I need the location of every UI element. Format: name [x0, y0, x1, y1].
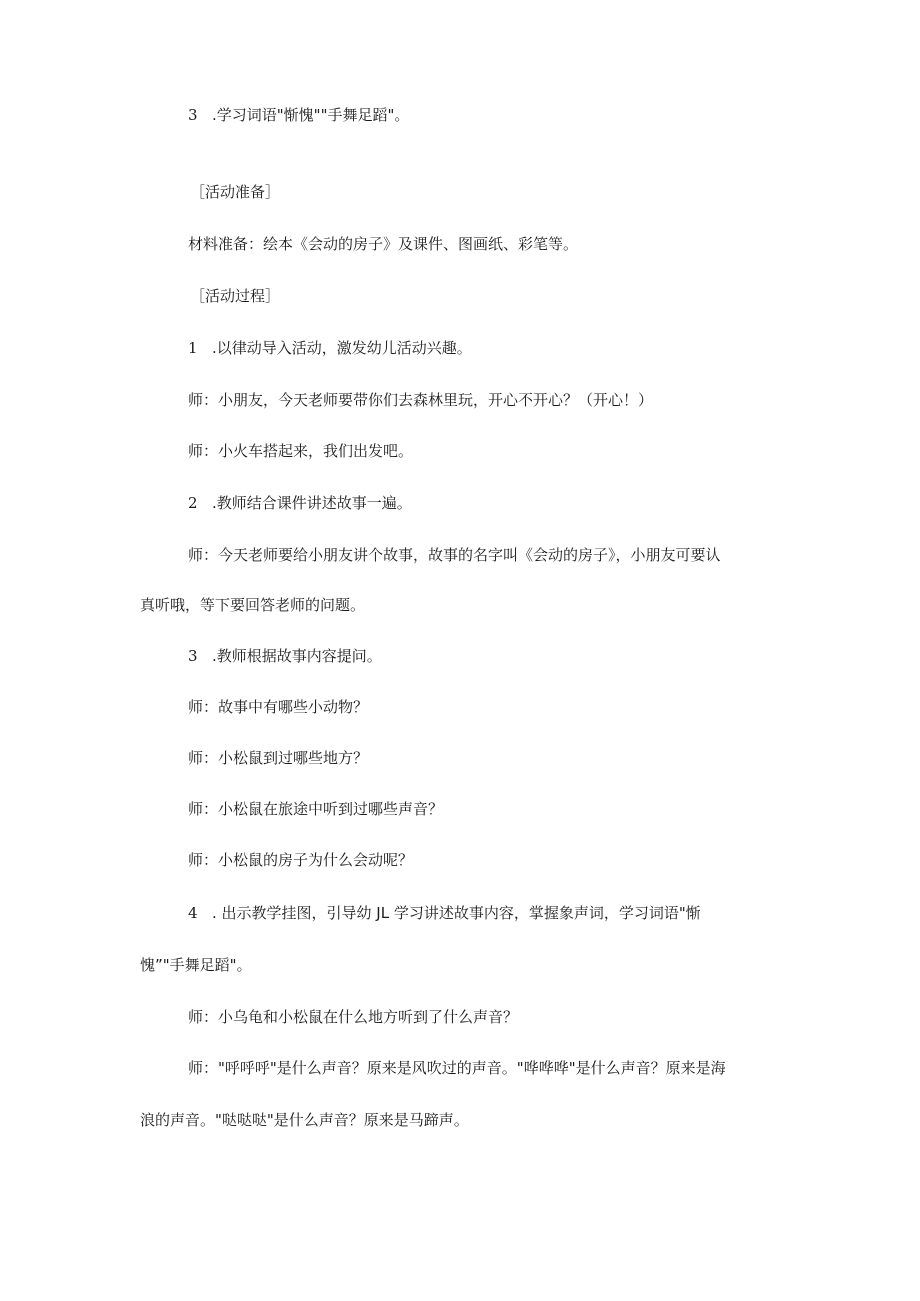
- step-3: [188, 646, 382, 666]
- goal-3: [188, 105, 409, 125]
- question-6b: 浪的声音。"哒哒哒"是什么声音？原来是马蹄声。: [140, 1111, 469, 1129]
- step-4-text-b: 愧”"手舞足蹈"。: [140, 956, 252, 974]
- step-4-text-a: . 出示教学挂图，引导幼 JL 学习讲述故事内容，掌握象声词，学习词语"惭: [212, 904, 701, 922]
- process-heading: ［活动过程］: [190, 287, 281, 305]
- question-3: 师：小松鼠在旅途中听到过哪些声音？: [188, 800, 444, 818]
- teacher-line-3b: 真听哦，等下要回答老师的问题。: [140, 596, 366, 614]
- step-1-number: 1: [188, 339, 198, 357]
- question-1: 师：故事中有哪些小动物？: [188, 698, 369, 716]
- question-4: 师：小松鼠的房子为什么会动呢？: [188, 851, 414, 869]
- step-3-number: 3: [188, 647, 198, 665]
- teacher-line-3a: 师：今天老师要给小朋友讲个故事，故事的名字叫《会动的房子》，小朋友可要认: [188, 546, 721, 564]
- step-2-number: 2: [188, 494, 198, 512]
- materials-line: 材料准备：绘本《会动的房子》及课件、图画纸、彩笔等。: [188, 235, 579, 253]
- step-4-number: 4: [188, 904, 198, 922]
- goal-3-text: .学习词语"惭愧""手舞足蹈"。: [212, 106, 410, 124]
- question-5: 师：小乌龟和小松鼠在什么地方听到了什么声音？: [188, 1008, 519, 1026]
- step-2-text: .教师结合课件讲述故事一遍。: [212, 494, 412, 512]
- question-2: 师：小松鼠到过哪些地方？: [188, 749, 369, 767]
- step-1-text: .以律动导入活动，激发幼儿活动兴趣。: [212, 339, 472, 357]
- step-1: [188, 338, 472, 358]
- prep-heading: ［活动准备］: [190, 183, 281, 201]
- step-3-text: .教师根据故事内容提问。: [212, 647, 382, 665]
- step-4: [188, 903, 701, 923]
- teacher-line-1: 师：小朋友，今天老师要带你们去森林里玩，开心不开心？（开心！）: [188, 391, 654, 409]
- question-6a: 师："呼呼呼"是什么声音？原来是风吹过的声音。"哗哗哗"是什么声音？原来是海: [188, 1059, 726, 1077]
- teacher-line-2: 师：小火车搭起来，我们出发吧。: [188, 442, 414, 460]
- goal-3-number: 3: [188, 106, 198, 124]
- step-2: [188, 493, 412, 513]
